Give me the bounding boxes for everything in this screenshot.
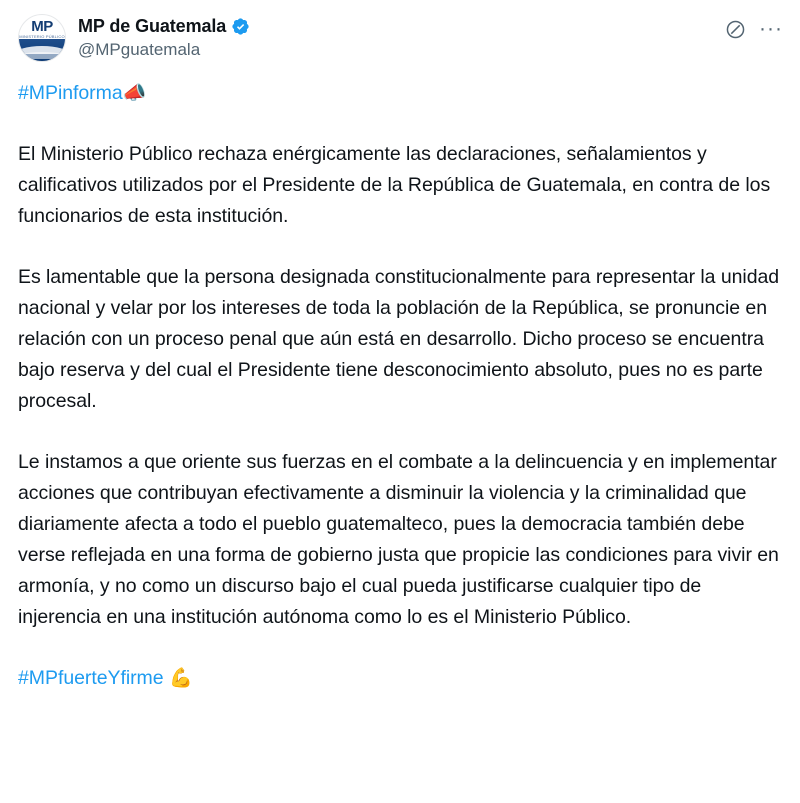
tweet-paragraph-1: El Ministerio Público rechaza enérgicamente las declaraciones, señalamientos y calificativos utilizados por el Presidente de la República de Guatemala, en contra de los funcionarios de esta institución.: [18, 143, 776, 227]
avatar-subtitle: MINISTERIO PÚBLICO: [19, 34, 65, 39]
tweet-closing-hashtag-line: [18, 663, 782, 694]
tweet-header: [18, 14, 782, 62]
avatar-initials: MP: [31, 18, 53, 35]
display-name-row: [78, 15, 712, 37]
more-options-glyph: ···: [759, 17, 783, 40]
tweet-opening-hashtag-line: [18, 78, 782, 109]
tweet-text-body: [18, 78, 785, 694]
display-name[interactable]: MP de Guatemala: [78, 16, 227, 36]
grok-icon[interactable]: [724, 18, 746, 40]
tweet-paragraph-2: Es lamentable que la persona designada constitucionalmente para representar la unidad nacional y velar por los intereses de toda la población de la República, se pronuncie en relación con un proceso penal que aún está en desarrollo. Dicho proceso se encuentra bajo reserva y del cual el Presidente tiene desconocimiento absoluto, pues no es parte procesal.: [18, 266, 785, 412]
flexed-biceps-emoji: 💪: [168, 668, 193, 689]
account-handle[interactable]: @MPguatemala: [78, 40, 201, 59]
avatar-wave-decoration-secondary: [18, 52, 66, 59]
account-name-block: [78, 14, 712, 61]
more-options-icon[interactable]: [760, 18, 782, 40]
verified-badge-icon: [231, 17, 250, 36]
megaphone-emoji: 📣: [122, 83, 147, 104]
avatar[interactable]: [18, 14, 66, 62]
hashtag-mpinforma[interactable]: #MPinforma: [18, 82, 123, 104]
tweet-paragraph-3: Le instamos a que oriente sus fuerzas en el combate a la delincuencia y en implementar acciones que contribuyan efectivamente a disminuir la violencia y la criminalidad que diariamente afecta a todo el pueblo guatemalteco, pues la democracia también debe verse reflejada en una forma de gobierno justa que propicie las condiciones para vivir en armonía, y no como un discurso bajo el cual pueda justificarse cualquier tipo de injerencia en una institución autónoma como lo es el Ministerio Público.: [18, 451, 785, 628]
hashtag-mpfuerteyfirme[interactable]: #MPfuerteYfirme: [18, 667, 164, 689]
tweet-header-actions: [724, 14, 782, 40]
